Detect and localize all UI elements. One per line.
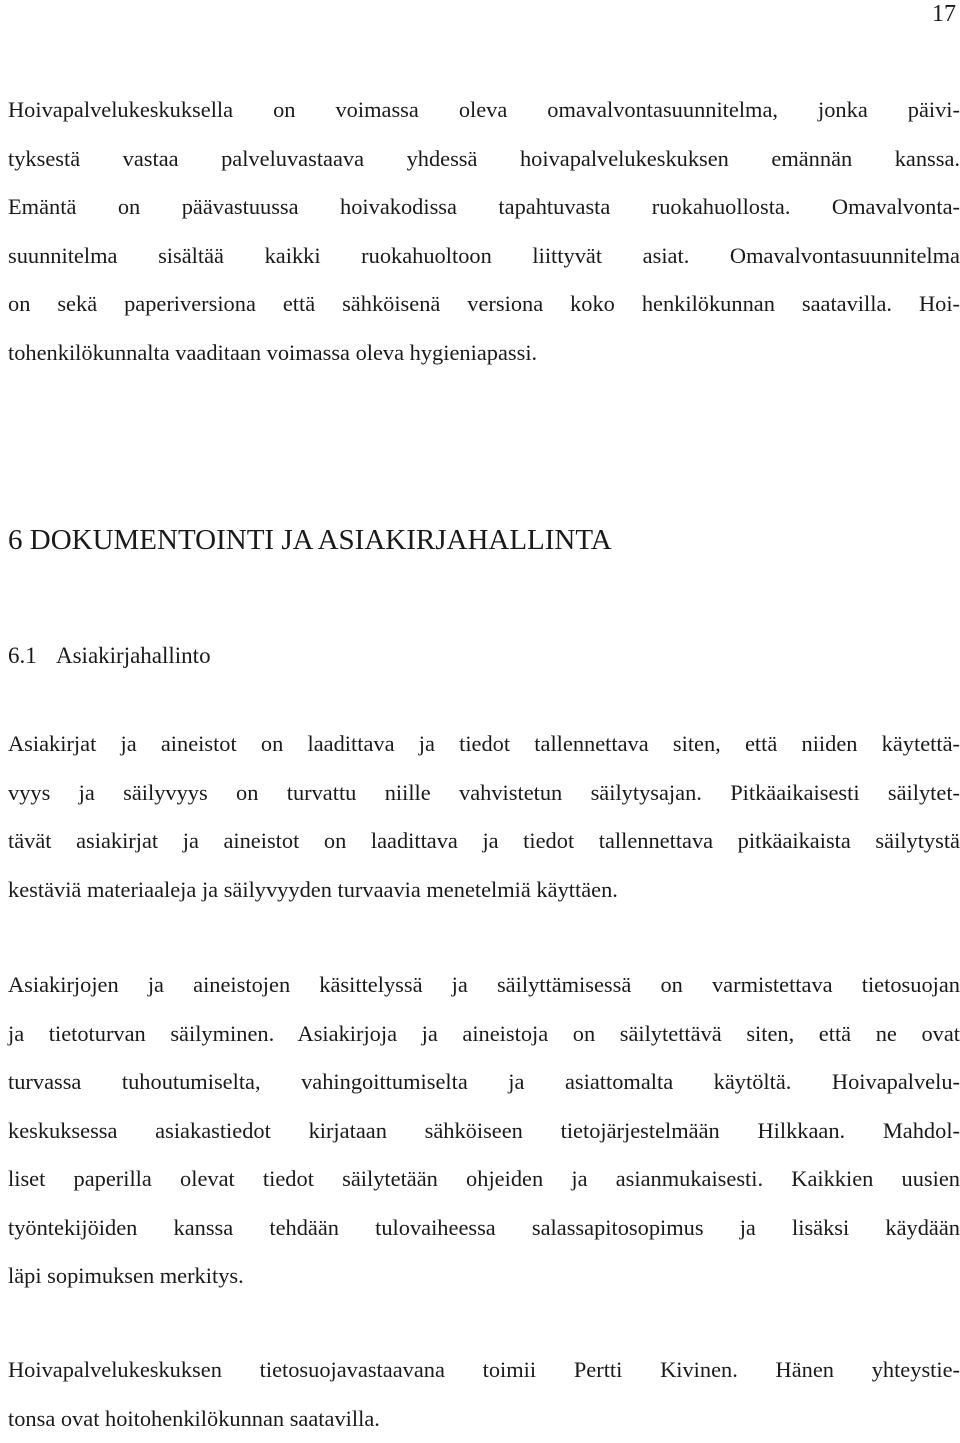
- paragraph-asiakirjat: [8, 720, 960, 914]
- text-line: on sekä paperiversiona että sähköisenä versiona koko henkilökunnan saatavilla. Hoi-: [8, 280, 960, 329]
- text-line: Hoivapalvelukeskuksella on voimassa oleva omavalvontasuunnitelma, jonka päivi-: [8, 86, 960, 135]
- text-line: Emäntä on päävastuussa hoivakodissa tapahtuvasta ruokahuollosta. Omavalvonta-: [8, 183, 960, 232]
- text-line: turvassa tuhoutumiselta, vahingoittumiselta ja asiattomalta käytöltä. Hoivapalvelu-: [8, 1058, 960, 1107]
- subsection-heading: [8, 638, 211, 674]
- text-line: tohenkilökunnalta vaaditaan voimassa oleva hygieniapassi.: [8, 329, 960, 378]
- text-line: tävät asiakirjat ja aineistot on laadittava ja tiedot tallennettava pitkäaikaista säilytystä: [8, 817, 960, 866]
- text-line: työntekijöiden kanssa tehdään tulovaiheessa salassapitosopimus ja lisäksi käydään: [8, 1204, 960, 1253]
- text-line: tonsa ovat hoitohenkilökunnan saatavilla.: [8, 1395, 960, 1443]
- text-line: vyys ja säilyvyys on turvattu niille vahvistetun säilytysajan. Pitkäaikaisesti säilytet-: [8, 769, 960, 818]
- text-line: Asiakirjojen ja aineistojen käsittelyssä ja säilyttämisessä on varmistettava tietosuojan: [8, 961, 960, 1010]
- section-heading: 6 DOKUMENTOINTI JA ASIAKIRJAHALLINTA: [8, 520, 612, 560]
- paragraph-tietosuojavastaava: [8, 1346, 960, 1443]
- text-line: suunnitelma sisältää kaikki ruokahuoltoon liittyvät asiat. Omavalvontasuunnitelma: [8, 232, 960, 281]
- text-line: ja tietoturvan säilyminen. Asiakirjoja ja aineistoja on säilytettävä siten, että ne ovat: [8, 1010, 960, 1059]
- text-line: keskuksessa asiakastiedot kirjataan sähköiseen tietojärjestelmään Hilkkaan. Mahdol-: [8, 1107, 960, 1156]
- text-line: kestäviä materiaaleja ja säilyvyyden turvaavia menetelmiä käyttäen.: [8, 866, 960, 915]
- text-line: Asiakirjat ja aineistot on laadittava ja tiedot tallennettava siten, että niiden käytettä-: [8, 720, 960, 769]
- text-line: Hoivapalvelukeskuksen tietosuojavastaavana toimii Pertti Kivinen. Hänen yhteystie-: [8, 1346, 960, 1395]
- subsection-number: 6.1: [8, 638, 56, 674]
- paragraph-tietosuoja: [8, 961, 960, 1301]
- text-line: tyksestä vastaa palveluvastaava yhdessä hoivapalvelukeskuksen emännän kanssa.: [8, 135, 960, 184]
- text-line: läpi sopimuksen merkitys.: [8, 1252, 960, 1301]
- paragraph-omavalvonta: [8, 86, 960, 377]
- subsection-title: Asiakirjahallinto: [56, 643, 211, 668]
- page-number: 17: [932, 0, 956, 28]
- text-line: liset paperilla olevat tiedot säilytetään ohjeiden ja asianmukaisesti. Kaikkien uusien: [8, 1155, 960, 1204]
